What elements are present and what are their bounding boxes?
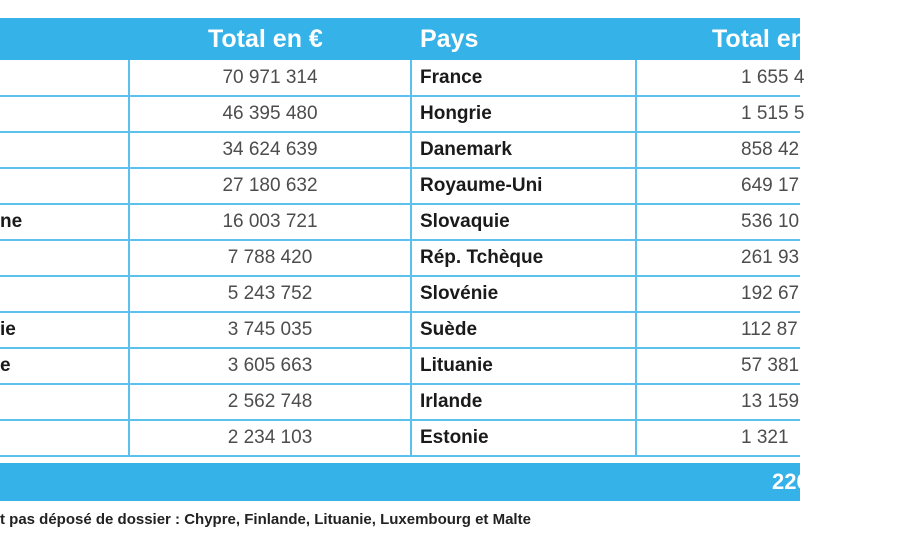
grid-hline [0,203,800,205]
grid-hline [0,383,800,385]
country-name: Slovénie [420,283,499,304]
total-row [0,463,809,501]
total-euro-right: 1 655 4 [741,67,805,88]
country-name-left [0,60,126,96]
grid-hline [0,347,800,349]
grid-hline [0,131,800,133]
table-row [0,60,805,96]
country-name-left [0,384,126,420]
table-row [0,384,800,420]
footnote: t pas déposé de dossier : Chypre, Finlande, Lituanie, Luxembourg et Malte [0,511,531,528]
table-header [0,18,806,60]
country-name: Irlande [420,391,483,412]
total-euro-left: 5 243 752 [227,283,313,304]
country-name-left: e [0,355,11,376]
country-name-left: ie [0,319,16,340]
grid-hline [0,239,800,241]
grid-hline [0,275,800,277]
total-euro-right: 13 159 [741,391,800,412]
total-euro-right: 112 87 [741,319,798,340]
grand-total: 226 [772,469,809,494]
table-row [0,420,800,456]
country-name-left [0,420,126,456]
table-row [0,96,805,132]
total-euro-right: 1 321 [741,427,789,448]
table-row [0,348,800,384]
total-euro-left: 3 605 663 [227,355,313,376]
table-body [0,60,805,456]
table-row [0,276,800,312]
total-euro-right: 858 42 [741,139,800,160]
table-row [0,204,800,240]
table-row [0,312,800,348]
country-name: Lituanie [420,355,493,376]
total-euro-right: 649 17 [741,175,800,196]
total-euro-right: 1 515 5 [741,103,805,124]
country-name: Suède [420,319,478,340]
total-euro-left: 46 395 480 [222,103,318,124]
grid-vline [128,60,130,456]
country-name: Danemark [420,139,512,160]
header-total-euro-left: Total en € [208,25,323,53]
total-euro-left: 3 745 035 [227,319,313,340]
grid-hline [0,419,800,421]
country-name-left [0,96,126,132]
country-name-left [0,168,126,204]
grid-hline [0,167,800,169]
top-margin [0,0,800,18]
total-euro-left: 27 180 632 [222,175,318,196]
grid-hline [0,455,800,457]
grid-hline [0,311,800,313]
grid-vline [635,60,637,456]
total-euro-left: 70 971 314 [222,67,318,88]
country-name: Hongrie [420,103,492,124]
total-euro-right: 261 93 [741,247,800,268]
grid-hline [0,95,800,97]
header-total-euro-right: Total en [712,25,806,53]
country-name-left [0,276,126,312]
country-name-left: ne [0,211,23,232]
total-euro-right: 57 381 [741,355,800,376]
header-pays: Pays [420,25,479,53]
table-row [0,168,800,204]
total-euro-right: 536 10 [741,211,800,232]
country-name: Slovaquie [420,211,510,232]
total-euro-left: 7 788 420 [227,247,313,268]
country-name: Estonie [420,427,489,448]
total-euro-right: 192 67 [741,283,800,304]
total-euro-left: 2 234 103 [227,427,313,448]
country-name: Rép. Tchèque [420,247,544,268]
table-row [0,240,800,276]
total-euro-left: 16 003 721 [222,211,318,232]
table-row [0,132,800,168]
country-name-left [0,240,126,276]
total-euro-left: 34 624 639 [222,139,318,160]
total-euro-left: 2 562 748 [227,391,313,412]
country-name: Royaume-Uni [420,175,543,196]
grid-vline [410,60,412,456]
country-name: France [420,67,483,88]
country-name-left [0,132,126,168]
